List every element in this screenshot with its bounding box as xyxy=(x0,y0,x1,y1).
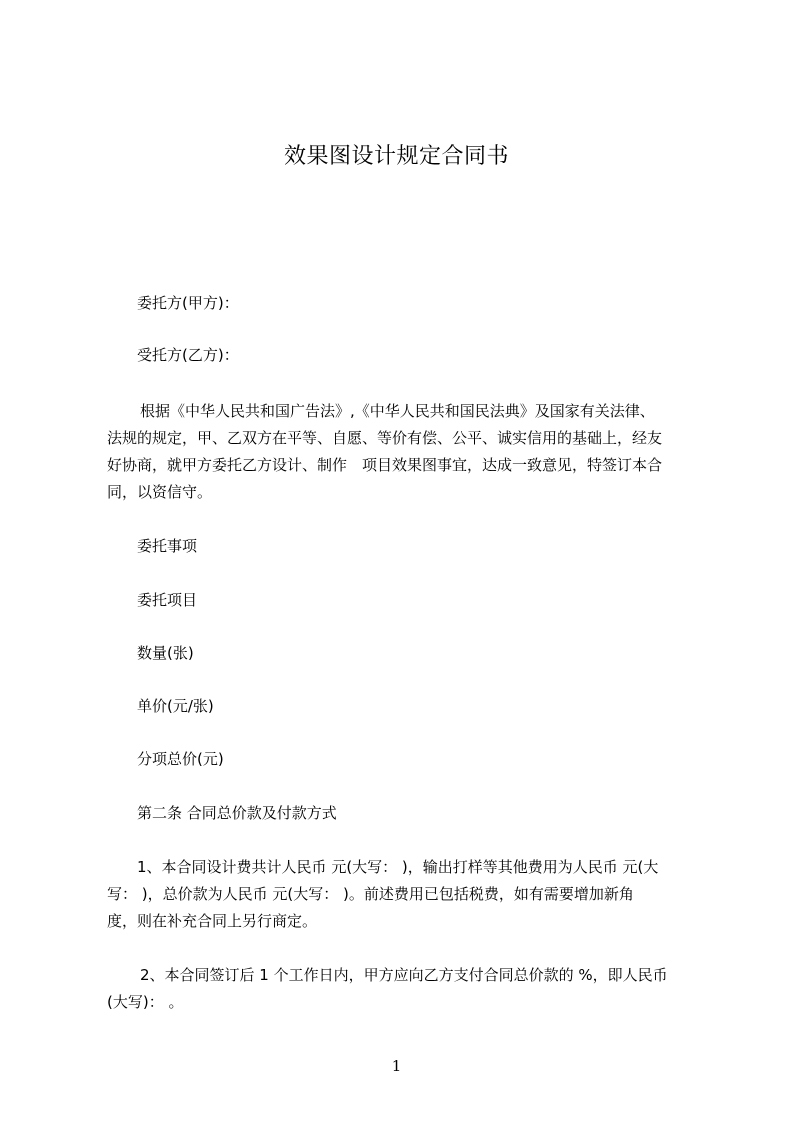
document-title: 效果图设计规定合同书 xyxy=(283,144,509,169)
entrusted-project-label: 委托项目 xyxy=(137,591,198,609)
clause-1-line-3: 度，则在补充合同上另行商定。 xyxy=(107,912,318,930)
intro-line-2: 法规的规定，甲、乙双方在平等、自愿、等价有偿、公平、诚实信用的基础上，经友 xyxy=(107,429,663,447)
page-number: 1 xyxy=(391,1057,402,1075)
entrusted-matters-label: 委托事项 xyxy=(137,537,198,555)
article-2-heading: 第二条 合同总价款及付款方式 xyxy=(137,804,337,822)
clause-1-line-2: 写： )，总价款为人民币 元(大写： )。前述费用已包括税费，如有需要增加新角 xyxy=(107,885,634,903)
unit-price-label: 单价(元/张) xyxy=(137,697,214,715)
clause-1-line-1: 1、本合同设计费共计人民币 元(大写： )，输出打样等其他费用为人民币 元(大 xyxy=(137,858,659,876)
intro-line-4: 同，以资信守。 xyxy=(107,483,213,501)
party-a-label: 委托方(甲方)： xyxy=(137,294,239,312)
intro-line-3: 好协商，就甲方委托乙方设计、制作 项目效果图事宜，达成一致意见，特签订本合 xyxy=(107,456,663,474)
subtotal-label: 分项总价(元) xyxy=(137,750,224,768)
intro-line-1: 根据《中华人民共和国广告法》,《中华人民共和国民法典》及国家有关法律、 xyxy=(140,402,655,420)
clause-2-line-1: 2、本合同签订后 1 个工作日内，甲方应向乙方支付合同总价款的 %，即人民币 xyxy=(140,966,668,984)
clause-2-line-2: (大写)： 。 xyxy=(107,993,184,1011)
quantity-label: 数量(张) xyxy=(137,644,194,662)
party-b-label: 受托方(乙方)： xyxy=(137,346,239,364)
